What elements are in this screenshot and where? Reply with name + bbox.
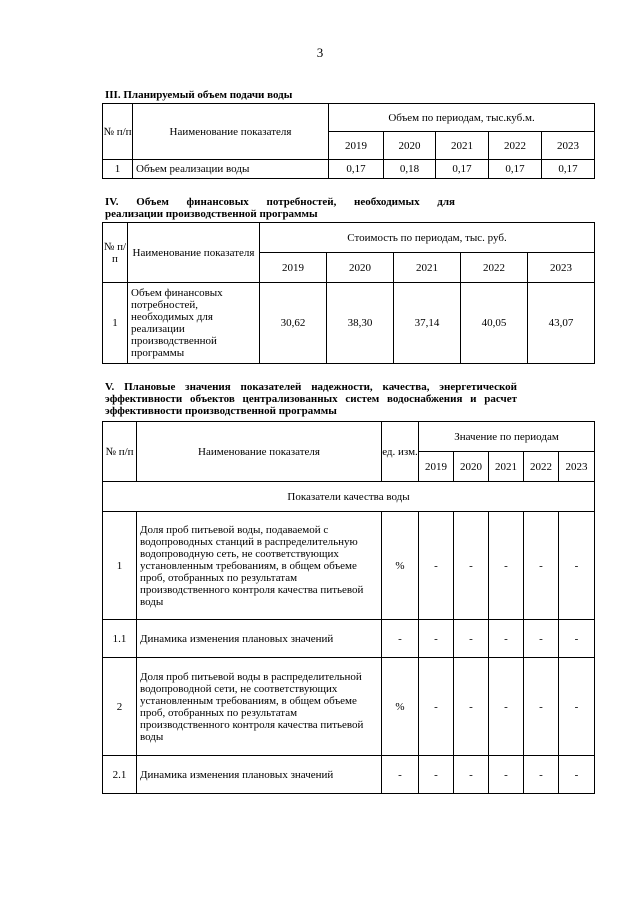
cell-value: 0,17 bbox=[436, 160, 489, 179]
table-row bbox=[103, 512, 595, 620]
cell-value: - bbox=[559, 658, 595, 756]
column-header-unit: ед. изм. bbox=[382, 422, 419, 482]
row-name: Объем реализации воды bbox=[133, 160, 329, 179]
row-name: Доля проб питьевой воды, подаваемой с водопроводных станций в распределительную водопроводную сеть, не соответствующих установленным требованиям, в общем объеме проб, отобранных по результатам производственного контроля качества питьевой воды bbox=[137, 512, 382, 620]
cell-value: - bbox=[489, 512, 524, 620]
section-subheader: Показатели качества воды bbox=[103, 482, 595, 512]
year-header: 2020 bbox=[327, 253, 394, 283]
cell-value: 0,17 bbox=[542, 160, 595, 179]
year-header: 2019 bbox=[260, 253, 327, 283]
table-row bbox=[103, 283, 595, 364]
cell-value: 40,05 bbox=[461, 283, 528, 364]
indicators-table bbox=[102, 421, 595, 794]
cell-value: - bbox=[524, 658, 559, 756]
year-header: 2021 bbox=[436, 132, 489, 160]
cell-value: - bbox=[524, 756, 559, 794]
year-header: 2022 bbox=[461, 253, 528, 283]
section-3-title: III. Планируемый объем подачи воды bbox=[105, 89, 293, 101]
section-4-title-line2: реализации производственной программы bbox=[105, 208, 318, 220]
table-row bbox=[103, 620, 595, 658]
year-header: 2022 bbox=[524, 452, 559, 482]
row-name: Динамика изменения плановых значений bbox=[137, 620, 382, 658]
year-header: 2019 bbox=[419, 452, 454, 482]
year-header: 2023 bbox=[528, 253, 595, 283]
column-header-name: Наименование показателя bbox=[128, 223, 260, 283]
year-header: 2023 bbox=[559, 452, 595, 482]
year-header: 2021 bbox=[394, 253, 461, 283]
year-header: 2020 bbox=[454, 452, 489, 482]
cell-value: - bbox=[419, 658, 454, 756]
year-header: 2021 bbox=[489, 452, 524, 482]
row-number: 1 bbox=[103, 160, 133, 179]
cell-value: - bbox=[559, 512, 595, 620]
cell-value: - bbox=[489, 620, 524, 658]
cell-value: - bbox=[489, 756, 524, 794]
row-name: Доля проб питьевой воды в распределительной водопроводной сети, не соответствующих установленным требованиям, в общем объеме проб, отобранных по результатам производственного контроля качества питьевой воды bbox=[137, 658, 382, 756]
cell-value: - bbox=[524, 620, 559, 658]
cell-value: 38,30 bbox=[327, 283, 394, 364]
row-number: 1.1 bbox=[103, 620, 137, 658]
cell-value: 0,18 bbox=[384, 160, 436, 179]
column-header-name: Наименование показателя bbox=[137, 422, 382, 482]
column-header-periods: Значение по периодам bbox=[419, 422, 595, 452]
cell-value: - bbox=[559, 620, 595, 658]
cell-value: - bbox=[454, 658, 489, 756]
financial-needs-table bbox=[102, 222, 595, 364]
row-name: Динамика изменения плановых значений bbox=[137, 756, 382, 794]
row-unit: % bbox=[382, 658, 419, 756]
cell-value: 43,07 bbox=[528, 283, 595, 364]
section-5-title-line2: эффективности объектов централизованных систем водоснабжения и расчет bbox=[105, 393, 517, 405]
row-number: 1 bbox=[103, 512, 137, 620]
column-header-periods: Объем по периодам, тыс.куб.м. bbox=[329, 104, 595, 132]
column-header-periods: Стоимость по периодам, тыс. руб. bbox=[260, 223, 595, 253]
column-header-number: № п/п bbox=[103, 422, 137, 482]
row-name: Объем финансовых потребностей, необходимых для реализации производственной программы bbox=[128, 283, 260, 364]
cell-value: - bbox=[454, 620, 489, 658]
column-header-number: № п/п bbox=[103, 104, 133, 160]
section-4-title-line1: IV. Объем финансовых потребностей, необходимых для bbox=[105, 196, 455, 208]
year-header: 2019 bbox=[329, 132, 384, 160]
table-row bbox=[103, 658, 595, 756]
cell-value: - bbox=[489, 658, 524, 756]
row-unit: - bbox=[382, 620, 419, 658]
row-unit: % bbox=[382, 512, 419, 620]
year-header: 2022 bbox=[489, 132, 542, 160]
cell-value: - bbox=[419, 756, 454, 794]
cell-value: - bbox=[454, 512, 489, 620]
year-header: 2020 bbox=[384, 132, 436, 160]
row-number: 2.1 bbox=[103, 756, 137, 794]
section-5-title-line3: эффективности производственной программы bbox=[105, 405, 337, 417]
year-header: 2023 bbox=[542, 132, 595, 160]
column-header-number: № п/п bbox=[103, 223, 128, 283]
cell-value: - bbox=[419, 512, 454, 620]
table-row bbox=[103, 160, 595, 179]
row-number: 1 bbox=[103, 283, 128, 364]
cell-value: - bbox=[524, 512, 559, 620]
row-number: 2 bbox=[103, 658, 137, 756]
section-5-title-line1: V. Плановые значения показателей надежности, качества, энергетической bbox=[105, 381, 517, 393]
table-row bbox=[103, 756, 595, 794]
cell-value: - bbox=[559, 756, 595, 794]
cell-value: - bbox=[454, 756, 489, 794]
cell-value: - bbox=[419, 620, 454, 658]
page-number: 3 bbox=[316, 45, 324, 60]
row-unit: - bbox=[382, 756, 419, 794]
column-header-name: Наименование показателя bbox=[133, 104, 329, 160]
cell-value: 0,17 bbox=[329, 160, 384, 179]
cell-value: 30,62 bbox=[260, 283, 327, 364]
water-supply-volume-table bbox=[102, 103, 595, 179]
cell-value: 37,14 bbox=[394, 283, 461, 364]
cell-value: 0,17 bbox=[489, 160, 542, 179]
